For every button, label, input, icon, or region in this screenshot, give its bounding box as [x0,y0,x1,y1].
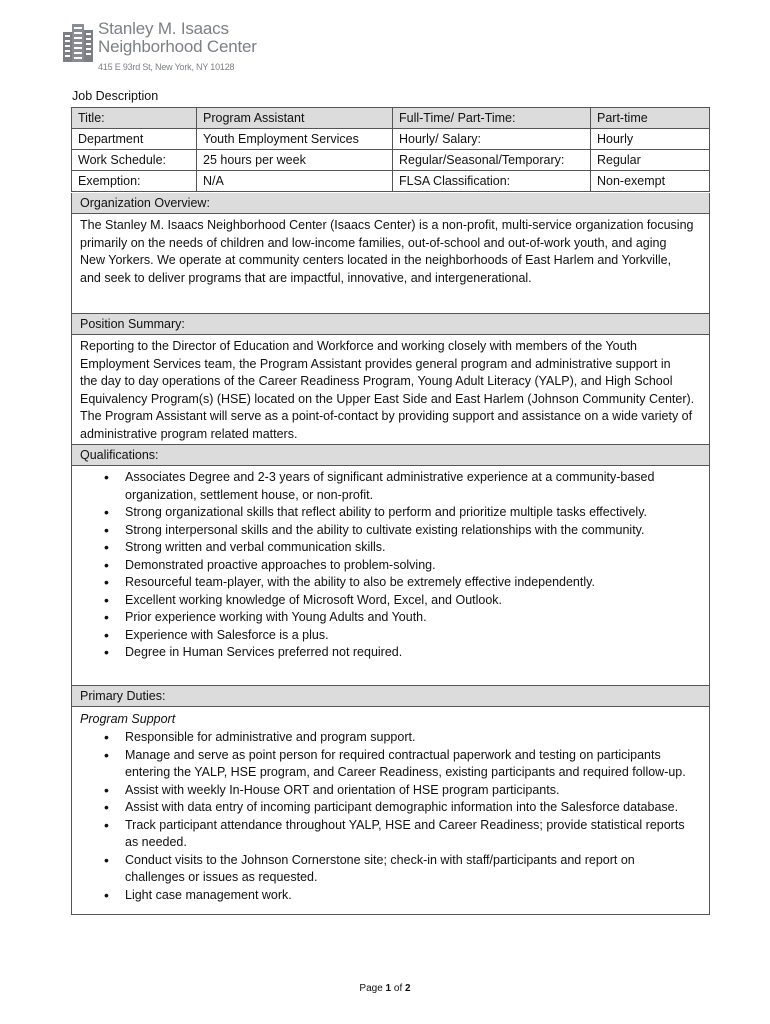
page-word: Page [359,983,383,994]
info-label: Full-Time/ Part-Time: [393,108,591,129]
info-value: Regular [591,150,710,171]
list-item-line: • Strong written and verbal communication skills. [125,540,386,554]
text-line: Employment Services team, the Program Assistant provides general program and administrative support in [80,356,671,371]
list-item [80,522,701,540]
page-footer [0,983,770,994]
info-label: Title: [72,108,197,129]
duties-subheading: Program Support [80,712,176,726]
list-item-line: • Prior experience working with Young Adults and Youth. [125,610,427,624]
list-item [80,729,701,747]
info-value: 25 hours per week [197,150,393,171]
qualifications-section [71,445,710,686]
buildings-icon [63,22,93,62]
text-line: New Yorkers. We operate at community centers located in the neighborhoods of East Harlem and Yorkville, [80,253,672,267]
list-item-line: • Assist with weekly In-House ORT and orientation of HSE program participants. [125,782,560,797]
text-line: Equivalency Program(s) (HSE) located on the Upper East Side and East Harlem (Johnson Community Center). [80,391,695,406]
list-item [80,782,701,800]
position-summary-section [71,314,710,445]
info-row [72,171,710,192]
info-label: Exemption: [72,171,197,192]
position-summary-text [72,335,709,446]
text-line: and seek to deliver programs that are impactful, innovative, and intergenerational. [80,270,532,285]
primary-duties-section [71,686,710,915]
list-item [80,852,701,887]
section-heading: Qualifications: [72,445,709,466]
document-title: Job Description [72,89,159,103]
info-label: FLSA Classification: [393,171,591,192]
section-heading: Organization Overview: [72,193,709,214]
list-item-line: • Responsible for administrative and program support. [125,730,416,744]
list-item [80,557,701,575]
list-item [80,747,701,782]
list-item [80,592,701,610]
info-value: Non-exempt [591,171,710,192]
page-number: 1 [385,983,392,994]
page-total: 2 [405,983,411,994]
list-item [80,539,701,557]
list-item [80,644,701,662]
info-value: Part-time [591,108,710,129]
text-line: administrative program related matters. [80,426,298,441]
list-item-line: challenges or issues as requested. [125,870,318,884]
list-item [80,469,701,504]
text-line: The Program Assistant will serve as a point-of-contact by providing support and assistance on a wide variety of [80,409,693,423]
list-item-line: • Strong organizational skills that reflect ability to perform and prioritize multiple tasks effectively. [125,505,647,519]
list-item-line: as needed. [125,835,187,849]
qualifications-list [80,469,701,662]
list-item-line: • Conduct visits to the Johnson Cornerstone site; check-in with staff/participants and report on [125,852,635,867]
job-info-table [71,107,710,192]
list-item-line: • Manage and serve as point person for required contractual paperwork and testing on participants [125,747,661,762]
text-line: Reporting to the Director of Education and Workforce and working closely with members of the Youth [80,339,638,353]
list-item-line: • Associates Degree and 2-3 years of significant administrative experience at a community-based [125,470,655,484]
text-line: The Stanley M. Isaacs Neighborhood Center (Isaacs Center) is a non-profit, multi-service organization focusing [80,218,694,232]
list-item-line: • Strong interpersonal skills and the ability to cultivate existing relationships with the community. [125,522,645,537]
info-label: Department [72,129,197,150]
org-overview-section [71,193,710,314]
list-item-line: • Resourceful team-player, with the ability to also be extremely effective independently. [125,575,595,589]
list-item [80,627,701,645]
info-label: Work Schedule: [72,150,197,171]
section-heading: Primary Duties: [72,686,709,707]
info-value: Hourly [591,129,710,150]
list-item [80,504,701,522]
list-item-line: entering the YALP, HSE program, and Career Readiness, existing participants and required follow-up. [125,765,686,779]
section-heading: Position Summary: [72,314,709,335]
text-line: the day to day operations of the Career Readiness Program, Young Adult Literacy (YALP), and High School [80,374,673,388]
org-address: 415 E 93rd St, New York, NY 10128 [98,62,235,72]
list-item [80,574,701,592]
list-item-line: • Excellent working knowledge of Microsoft Word, Excel, and Outlook. [125,592,503,607]
org-overview-text [72,214,709,290]
list-item [80,887,701,905]
of-word: of [393,983,403,994]
list-item-line: • Track participant attendance throughout YALP, HSE and Career Readiness; provide statistical reports [125,817,685,832]
info-value: Youth Employment Services [197,129,393,150]
duties-list [80,729,701,904]
list-item-line: • Demonstrated proactive approaches to problem-solving. [125,557,436,572]
info-label: Hourly/ Salary: [393,129,591,150]
list-item-line: • Degree in Human Services preferred not required. [125,645,403,659]
list-item-line: • Experience with Salesforce is a plus. [125,627,329,642]
org-name-line2: Neighborhood Center [98,37,257,56]
info-label: Regular/Seasonal/Temporary: [393,150,591,171]
info-value: N/A [197,171,393,192]
info-value: Program Assistant [197,108,393,129]
org-name-line1: Stanley M. Isaacs [98,19,229,38]
list-item [80,817,701,852]
list-item-line: • Assist with data entry of incoming participant demographic information into the Salesforce database. [125,800,679,814]
list-item [80,799,701,817]
info-row [72,150,710,171]
text-line: primarily on the needs of children and low-income families, out-of-school and out-of-work youth, and aging [80,235,667,250]
info-row [72,129,710,150]
info-row [72,108,710,129]
list-item-line: • Light case management work. [125,887,292,902]
list-item-line: organization, settlement house, or non-profit. [125,487,374,502]
list-item [80,609,701,627]
